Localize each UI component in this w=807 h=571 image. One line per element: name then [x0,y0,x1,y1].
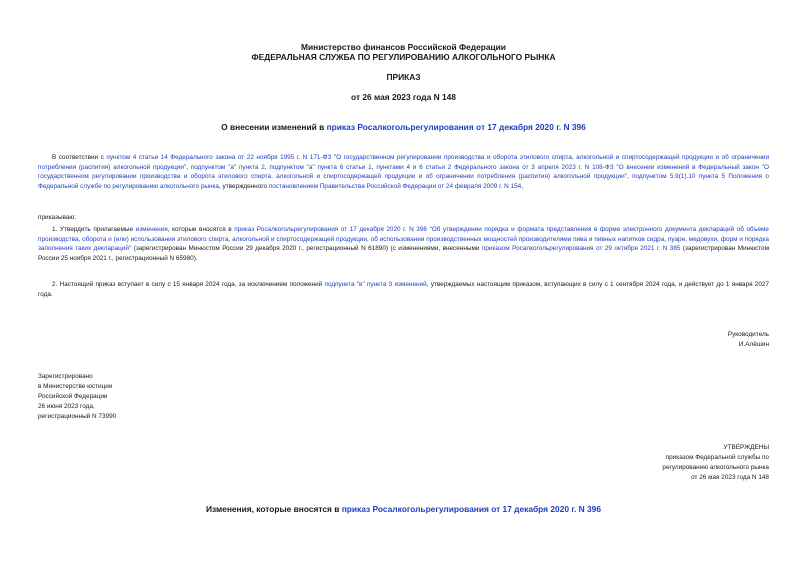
regulation-link[interactable]: подпунктом 5.9(1).10 пункта 5 Положения о Федеральной службе по регулированию алкогольного рынка [38,173,769,190]
item-text: 1. Утвердить прилагаемые [52,226,136,233]
registration-line: в Министерстве юстиции [38,383,113,390]
changes-title-prefix: Изменения, которые вносятся в [206,504,342,514]
order-item-1 [38,225,769,263]
changes-title [0,504,807,514]
item-text: (зарегистрирован Минюстом России 29 декабря 2020 г., регистрационный N 61890) (с изменениями, внесенными [131,245,482,253]
order-385-link[interactable]: приказом Росалкогольрегулирования от 29 октября 2021 г. N 385 [481,245,681,253]
item-text: , утверждаемых настоящим приказом, вступающих в силу с 1 сентября 2024 года, и действует до 1 января 2027 года. [38,281,769,298]
subpoint-a-point-6-link[interactable]: подпунктом "а" пункта 6 статьи 1 [269,163,372,171]
preamble-text: , [521,182,524,190]
preamble-text: , [186,163,191,171]
order-item-2 [38,280,769,299]
service-name: ФЕДЕРАЛЬНАЯ СЛУЖБА ПО РЕГУЛИРОВАНИЮ АЛКОГОЛЬНОГО РЫНКА [251,52,556,62]
registration-line: Российской Федерации [38,393,108,400]
item-text: (зарегистрирован Минюстом России 25 ноября 2021 г., регистрационный N 65980). [38,245,769,262]
approved-line: приказом Федеральной службы по [665,454,769,461]
preamble [38,153,769,191]
preamble-text: , [371,163,377,171]
document-title [0,122,807,132]
preamble-text: , [626,173,633,181]
registration-line: Зарегистрировано [38,373,93,380]
registration-date: 26 июня 2023 года, [38,403,95,410]
changes-link[interactable]: изменения [135,226,168,233]
subpoint-a-point-2-link[interactable]: подпунктом "а" пункта 2 [190,163,265,171]
approved-label: УТВЕРЖДЕНЫ [723,444,769,451]
signature-name: И.Алёшин [738,341,769,348]
approved-line: регулированию алкогольного рынка [662,464,769,471]
title-link[interactable]: приказ Росалкогольрегулирования от 17 декабря 2020 г. N 396 [326,122,586,132]
title-prefix: О внесении изменений в [221,122,327,132]
government-decree-link[interactable]: постановлением Правительства Российской Федерации от 24 февраля 2009 г. N 154 [268,182,522,190]
subpoint-v-point-3-link[interactable]: подпункта "в" пункта 3 изменений [324,281,427,288]
orders-label: приказываю: [38,214,76,221]
law-108-link[interactable]: пунктами 4 и 6 статьи 2 Федерального закона от 3 апреля 2023 г. N 108-ФЗ "О внесении изменений в Федеральный закон "О государственном регулировании производства и оборота этилового спирта, алкогольной и спиртосодержащей продукции и об ограничении потребления (распития) алкогольной продукции" [38,163,769,181]
item-text: 2. Настоящий приказ вступает в силу с 15 января 2024 года, за исключением положений [52,281,325,288]
preamble-text: , [264,163,270,171]
preamble-text: , утвержденного [218,182,269,190]
changes-title-link[interactable]: приказ Росалкогольрегулирования от 17 декабря 2020 г. N 396 [341,504,601,514]
order-396-link[interactable]: приказ Росалкогольрегулирования от 17 декабря 2020 г. N 396 "Об утверждении порядка и формата представления в форме электронного документа деклараций об объеме производства, оборота и (или) использования этилового спирта, алкогольной и спиртосодержащей продукции, об использовании производственных мощностей производителями пива и пивных напитков сидра, пуаре, медовухи, форм и порядка заполнения таких деклараций" [38,226,769,253]
document-date: от 26 мая 2023 года N 148 [351,92,456,102]
registration-number: регистрационный N 73990 [38,413,117,420]
item-text: , которые вносятся в [167,226,235,233]
law-171-link[interactable]: пунктом 4 статьи 14 Федерального закона от 22 ноября 1995 г. N 171-ФЗ "О государственном регулировании производства и оборота этилового спирта, алкогольной и спиртосодержащей продукции и об ограничении потребления (распития) алкогольной продукции" [38,154,770,171]
approved-date: от 26 мая 2023 года N 148 [691,474,769,481]
document-type: ПРИКАЗ [386,72,421,82]
signature-role: Руководитель [727,331,769,338]
ministry-name: Министерство финансов Российской Федерации [301,42,506,52]
preamble-text: В соответствии с [52,154,107,161]
